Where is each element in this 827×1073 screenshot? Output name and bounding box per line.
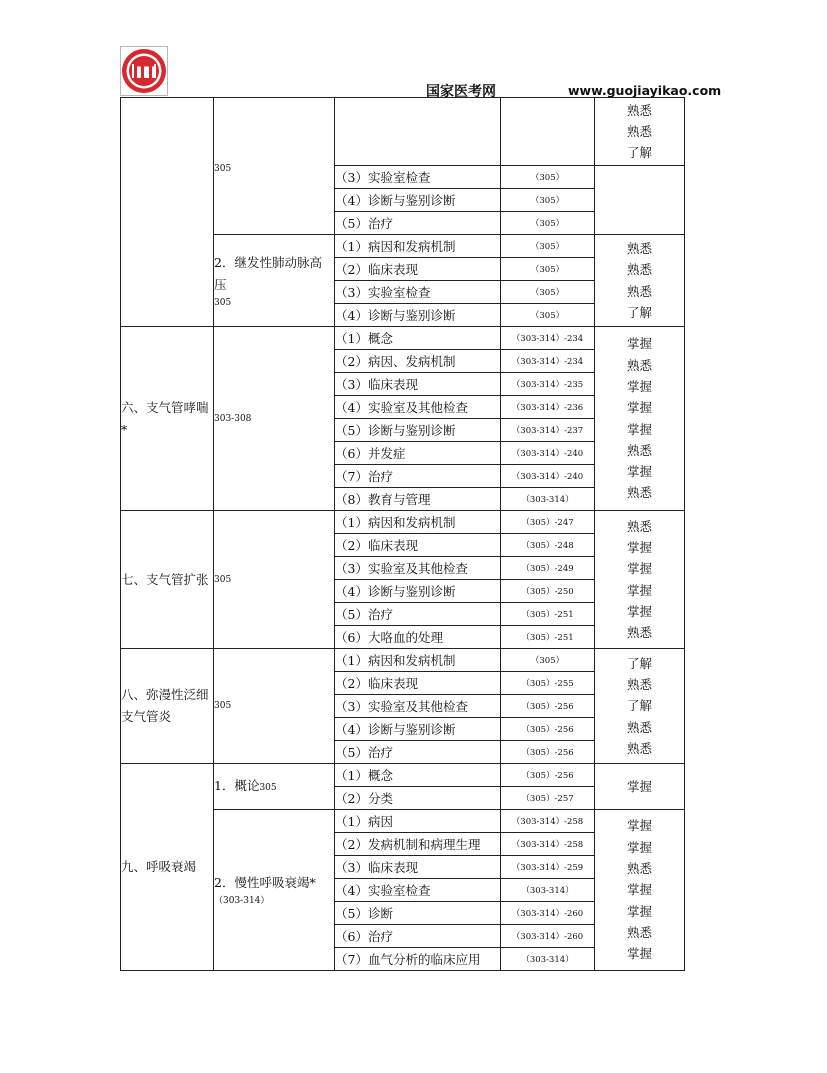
requirement-text: 掌握	[626, 818, 652, 834]
unit-title: 八、弥漫性泛细支气管炎	[121, 649, 214, 764]
item-label: （1）概念	[335, 764, 501, 787]
requirement-text: 掌握	[626, 336, 652, 352]
item-label: （5）诊断与鉴别诊断	[335, 419, 501, 442]
item-ref: （305）	[501, 304, 595, 327]
item-label: （4）诊断与鉴别诊断	[335, 304, 501, 327]
item-label: （1）病因和发病机制	[335, 235, 501, 258]
item-label: （7）治疗	[335, 465, 501, 488]
requirement-text: 掌握	[626, 903, 652, 919]
item-label: （2）发病机制和病理生理	[335, 833, 501, 856]
requirement-cell-empty	[595, 166, 685, 235]
item-label: （5）治疗	[335, 741, 501, 764]
requirement-text: 掌握	[626, 582, 652, 598]
item-label: （1）病因	[335, 810, 501, 833]
requirement-text: 掌握	[626, 378, 652, 394]
item-label: （3）临床表现	[335, 373, 501, 396]
item-ref: （303-314）-258	[501, 833, 595, 856]
item-ref: （305）-251	[501, 626, 595, 649]
topic-ref: 303-308	[214, 413, 252, 424]
topic-cell	[214, 327, 335, 511]
item-cell-empty	[335, 98, 501, 166]
item-label: （2）病因、发病机制	[335, 350, 501, 373]
requirement-text: 熟悉	[626, 625, 652, 641]
item-ref: （305）	[501, 212, 595, 235]
requirement-text: 了解	[626, 655, 652, 671]
topic-ref: （303-314）	[214, 896, 270, 906]
item-ref: （303-314）	[501, 879, 595, 902]
item-ref: （305）-249	[501, 557, 595, 580]
unit-title: 七、支气管扩张	[121, 511, 214, 649]
requirement-cell	[595, 327, 685, 511]
item-label: （6）治疗	[335, 925, 501, 948]
item-ref: （305）-256	[501, 718, 595, 741]
item-label: （2）临床表现	[335, 534, 501, 557]
item-label: （5）诊断	[335, 902, 501, 925]
item-label: （6）并发症	[335, 442, 501, 465]
requirement-text: 熟悉	[626, 740, 652, 756]
item-ref: （305）-256	[501, 764, 595, 787]
item-label: （4）实验室及其他检查	[335, 396, 501, 419]
item-label: （8）教育与管理	[335, 488, 501, 511]
topic-title: 2．继发性肺动脉高压	[214, 254, 322, 292]
requirement-text: 掌握	[626, 561, 652, 577]
item-label: （4）实验室检查	[335, 879, 501, 902]
requirement-text: 熟悉	[626, 102, 652, 118]
topic-cell	[214, 98, 335, 235]
topic-cell	[214, 511, 335, 649]
item-ref: （303-314）-237	[501, 419, 595, 442]
item-ref: （305）	[501, 281, 595, 304]
item-label: （3）实验室及其他检查	[335, 695, 501, 718]
requirement-text: 熟悉	[626, 485, 652, 501]
item-ref: （303-314）-260	[501, 902, 595, 925]
syllabus-table	[120, 97, 685, 971]
requirement-text: 熟悉	[626, 283, 652, 299]
topic-title: 2．慢性呼吸衰竭*	[214, 875, 316, 890]
item-label: （4）诊断与鉴别诊断	[335, 580, 501, 603]
topic-title: 1．概论	[214, 777, 260, 793]
topic-cell	[214, 235, 335, 327]
requirement-cell	[595, 98, 685, 166]
item-ref: （305）	[501, 649, 595, 672]
item-ref: （303-314）-258	[501, 810, 595, 833]
item-label: （1）病因和发病机制	[335, 649, 501, 672]
red-circle-seal-logo-icon	[120, 46, 168, 96]
requirement-text: 熟悉	[626, 123, 652, 139]
item-label: （4）诊断与鉴别诊断	[335, 189, 501, 212]
ref-cell-empty	[501, 98, 595, 166]
item-ref: （305）	[501, 258, 595, 281]
site-logo	[120, 46, 168, 96]
requirement-cell	[595, 810, 685, 971]
requirement-cell	[595, 649, 685, 764]
item-label: （3）实验室检查	[335, 166, 501, 189]
topic-cell	[214, 764, 335, 810]
requirement-text: 掌握	[626, 882, 652, 898]
item-ref: （305）-256	[501, 741, 595, 764]
requirement-text: 熟悉	[626, 262, 652, 278]
unit-title: 六、支气管哮喘*	[121, 327, 214, 511]
unit-cell-continued	[121, 98, 214, 327]
item-label: （5）治疗	[335, 603, 501, 626]
requirement-text: 熟悉	[626, 719, 652, 735]
item-label: （6）大咯血的处理	[335, 626, 501, 649]
item-ref: （303-314）-234	[501, 327, 595, 350]
requirement-text: 掌握	[626, 778, 652, 794]
item-ref: （303-314）-234	[501, 350, 595, 373]
item-ref: （305）	[501, 166, 595, 189]
item-label: （2）临床表现	[335, 672, 501, 695]
site-name: 国家医考网	[426, 84, 496, 100]
item-ref: （305）-248	[501, 534, 595, 557]
item-ref: （303-314）-236	[501, 396, 595, 419]
item-label: （4）诊断与鉴别诊断	[335, 718, 501, 741]
requirement-text: 了解	[626, 698, 652, 714]
requirement-cell	[595, 235, 685, 327]
requirement-text: 掌握	[626, 400, 652, 416]
topic-cell	[214, 649, 335, 764]
item-label: （3）临床表现	[335, 856, 501, 879]
topic-ref: 305	[214, 297, 232, 308]
item-ref: （305）-255	[501, 672, 595, 695]
requirement-text: 掌握	[626, 603, 652, 619]
topic-ref: 305	[214, 701, 232, 711]
requirement-text: 掌握	[626, 946, 652, 962]
requirement-cell	[595, 511, 685, 649]
item-label: （2）临床表现	[335, 258, 501, 281]
requirement-text: 掌握	[626, 464, 652, 480]
requirement-text: 了解	[626, 145, 652, 161]
item-ref: （303-314）-260	[501, 925, 595, 948]
item-label: （3）实验室检查	[335, 281, 501, 304]
requirement-text: 掌握	[626, 839, 652, 855]
unit-title: 九、呼吸衰竭	[121, 764, 214, 971]
item-label: （7）血气分析的临床应用	[335, 948, 501, 971]
item-ref: （305）-257	[501, 787, 595, 810]
item-label: （1）病因和发病机制	[335, 511, 501, 534]
topic-ref: 305	[214, 574, 232, 585]
item-ref: （305）-247	[501, 511, 595, 534]
topic-ref: 305	[214, 164, 232, 174]
item-ref: （305）	[501, 235, 595, 258]
requirement-cell	[595, 764, 685, 810]
topic-ref: 305	[259, 782, 277, 793]
item-ref: （305）-256	[501, 695, 595, 718]
requirement-text: 熟悉	[626, 518, 652, 534]
item-label: （5）治疗	[335, 212, 501, 235]
item-ref: （305）-251	[501, 603, 595, 626]
item-ref: （303-314）-259	[501, 856, 595, 879]
requirement-text: 熟悉	[626, 924, 652, 940]
item-ref: （303-314）-240	[501, 442, 595, 465]
requirement-text: 熟悉	[626, 240, 652, 256]
item-ref: （303-314）	[501, 488, 595, 511]
requirement-text: 掌握	[626, 539, 652, 555]
requirement-text: 掌握	[626, 421, 652, 437]
item-ref: （305）	[501, 189, 595, 212]
item-label: （3）实验室及其他检查	[335, 557, 501, 580]
item-ref: （305）-250	[501, 580, 595, 603]
requirement-text: 熟悉	[626, 442, 652, 458]
item-label: （1）概念	[335, 327, 501, 350]
topic-cell	[214, 810, 335, 971]
requirement-text: 熟悉	[626, 677, 652, 693]
site-url[interactable]: www.guojiayikao.com	[568, 83, 722, 98]
requirement-text: 熟悉	[626, 861, 652, 877]
item-ref: （303-314）-240	[501, 465, 595, 488]
item-ref: （303-314）-235	[501, 373, 595, 396]
item-label: （2）分类	[335, 787, 501, 810]
item-ref: （303-314）	[501, 948, 595, 971]
requirement-text: 熟悉	[626, 357, 652, 373]
requirement-text: 了解	[626, 304, 652, 320]
